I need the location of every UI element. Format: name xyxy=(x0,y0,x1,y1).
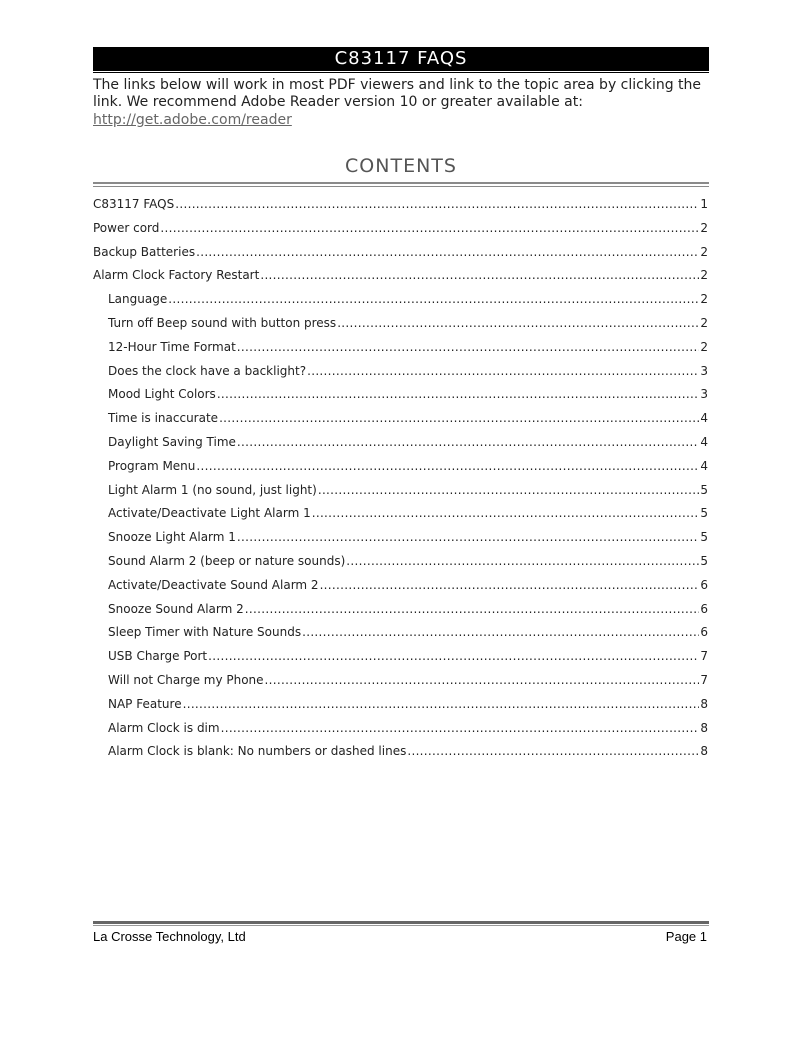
toc-dot-leader xyxy=(337,316,699,330)
intro-text: The links below will work in most PDF viewers and link to the topic area by clicking the link. We recommend Adobe Reader version 10 or greater available at: xyxy=(93,77,702,110)
toc-entry-label: Snooze Sound Alarm 2 xyxy=(108,601,244,616)
toc-entry-page: 8 xyxy=(700,720,708,735)
toc-entry-label: Activate/Deactivate Light Alarm 1 xyxy=(108,506,311,521)
toc-entry-page: 2 xyxy=(700,315,708,330)
toc-entry-label: Alarm Clock is blank: No numbers or dashed lines xyxy=(108,744,407,759)
toc-entry[interactable] xyxy=(93,387,708,411)
toc-entry-label: Does the clock have a backlight? xyxy=(108,363,307,378)
toc-entry-label: Alarm Clock Factory Restart xyxy=(93,268,260,283)
toc-entry-page: 4 xyxy=(700,434,708,449)
toc-entry[interactable] xyxy=(93,744,708,768)
toc-entry-page: 7 xyxy=(700,672,708,687)
toc-dot-leader xyxy=(265,673,700,687)
toc-entry[interactable] xyxy=(93,245,708,269)
toc-entry[interactable] xyxy=(93,340,708,364)
toc-dot-leader xyxy=(320,578,700,592)
toc-entry[interactable] xyxy=(93,721,708,745)
toc-entry-label: Activate/Deactivate Sound Alarm 2 xyxy=(108,577,319,592)
toc-dot-leader xyxy=(160,221,699,235)
footer-page-number: Page 1 xyxy=(665,929,707,944)
toc-entry-page: 2 xyxy=(700,220,708,235)
toc-entry-label: Daylight Saving Time xyxy=(108,434,236,449)
footer-divider-thin xyxy=(93,925,709,926)
toc-dot-leader xyxy=(302,625,699,639)
toc-dot-leader xyxy=(237,530,699,544)
footer-company: La Crosse Technology, Ltd xyxy=(93,929,246,944)
toc-entry-page: 4 xyxy=(700,411,708,426)
toc-entry-page: 8 xyxy=(700,696,708,711)
toc-dot-leader xyxy=(346,554,699,568)
toc-dot-leader xyxy=(183,697,700,711)
toc-entry-page: 5 xyxy=(700,530,708,545)
toc-entry-label: Will not Charge my Phone xyxy=(108,672,264,687)
toc-entry[interactable] xyxy=(93,578,708,602)
toc-entry-page: 2 xyxy=(700,292,708,307)
toc-entry-label: Sleep Timer with Nature Sounds xyxy=(108,625,302,640)
toc-entry[interactable] xyxy=(93,316,708,340)
toc-dot-leader xyxy=(260,268,699,282)
toc-dot-leader xyxy=(312,506,700,520)
toc-entry[interactable] xyxy=(93,435,708,459)
contents-divider-top xyxy=(93,182,709,184)
toc-entry[interactable] xyxy=(93,221,708,245)
toc-dot-leader xyxy=(245,602,700,616)
toc-entry[interactable] xyxy=(93,602,708,626)
toc-entry-label: USB Charge Port xyxy=(108,649,208,664)
toc-entry[interactable] xyxy=(93,673,708,697)
toc-entry-label: Power cord xyxy=(93,220,160,235)
toc-entry[interactable] xyxy=(93,506,708,530)
toc-dot-leader xyxy=(407,744,699,758)
toc-entry-page: 6 xyxy=(700,577,708,592)
toc-entry[interactable] xyxy=(93,483,708,507)
toc-entry-label: Backup Batteries xyxy=(93,244,196,259)
toc-entry[interactable] xyxy=(93,459,708,483)
adobe-reader-link[interactable]: http://get.adobe.com/reader xyxy=(93,112,292,128)
toc-entry-label: Alarm Clock is dim xyxy=(108,720,220,735)
toc-entry[interactable] xyxy=(93,268,708,292)
toc-entry[interactable] xyxy=(93,530,708,554)
toc-entry-page: 4 xyxy=(700,458,708,473)
footer-divider-thick xyxy=(93,921,709,924)
contents-heading: CONTENTS xyxy=(345,155,457,177)
toc-entry-label: NAP Feature xyxy=(108,696,182,711)
toc-dot-leader xyxy=(196,459,699,473)
toc-entry-page: 2 xyxy=(700,268,708,283)
toc-dot-leader xyxy=(307,364,699,378)
table-of-contents xyxy=(93,197,708,768)
toc-entry-page: 5 xyxy=(700,506,708,521)
toc-entry-page: 2 xyxy=(700,244,708,259)
toc-entry-page: 6 xyxy=(700,625,708,640)
toc-dot-leader xyxy=(219,411,699,425)
toc-dot-leader xyxy=(175,197,699,211)
toc-entry-page: 5 xyxy=(700,553,708,568)
toc-entry[interactable] xyxy=(93,649,708,673)
toc-dot-leader xyxy=(237,435,699,449)
toc-entry-page: 2 xyxy=(700,339,708,354)
toc-entry[interactable] xyxy=(93,625,708,649)
toc-entry-label: Language xyxy=(108,292,168,307)
toc-entry-label: Time is inaccurate xyxy=(108,411,219,426)
toc-entry[interactable] xyxy=(93,292,708,316)
toc-entry[interactable] xyxy=(93,411,708,435)
title-divider xyxy=(93,72,709,73)
toc-dot-leader xyxy=(168,292,699,306)
toc-entry-label: Turn off Beep sound with button press xyxy=(108,315,337,330)
toc-entry[interactable] xyxy=(93,554,708,578)
toc-entry[interactable] xyxy=(93,364,708,388)
toc-dot-leader xyxy=(217,387,700,401)
contents-divider-bottom xyxy=(93,186,709,187)
toc-entry-label: C83117 FAQS xyxy=(93,197,175,211)
toc-dot-leader xyxy=(318,483,700,497)
toc-entry-label: Light Alarm 1 (no sound, just light) xyxy=(108,482,317,497)
toc-entry-page: 3 xyxy=(700,387,708,402)
toc-entry-page: 1 xyxy=(700,197,708,211)
toc-entry-label: 12-Hour Time Format xyxy=(108,339,236,354)
toc-entry-label: Sound Alarm 2 (beep or nature sounds) xyxy=(108,553,346,568)
toc-dot-leader xyxy=(221,721,700,735)
toc-entry-page: 7 xyxy=(700,649,708,664)
toc-entry[interactable] xyxy=(93,197,708,221)
page-title: C83117 FAQS xyxy=(93,47,709,71)
toc-entry-label: Snooze Light Alarm 1 xyxy=(108,530,236,545)
toc-entry-label: Program Menu xyxy=(108,458,196,473)
toc-dot-leader xyxy=(208,649,699,663)
toc-entry-page: 5 xyxy=(700,482,708,497)
toc-entry-page: 6 xyxy=(700,601,708,616)
toc-entry-page: 3 xyxy=(700,363,708,378)
toc-entry-page: 8 xyxy=(700,744,708,759)
toc-entry-label: Mood Light Colors xyxy=(108,387,216,402)
toc-dot-leader xyxy=(237,340,700,354)
toc-entry[interactable] xyxy=(93,697,708,721)
toc-dot-leader xyxy=(196,245,699,259)
